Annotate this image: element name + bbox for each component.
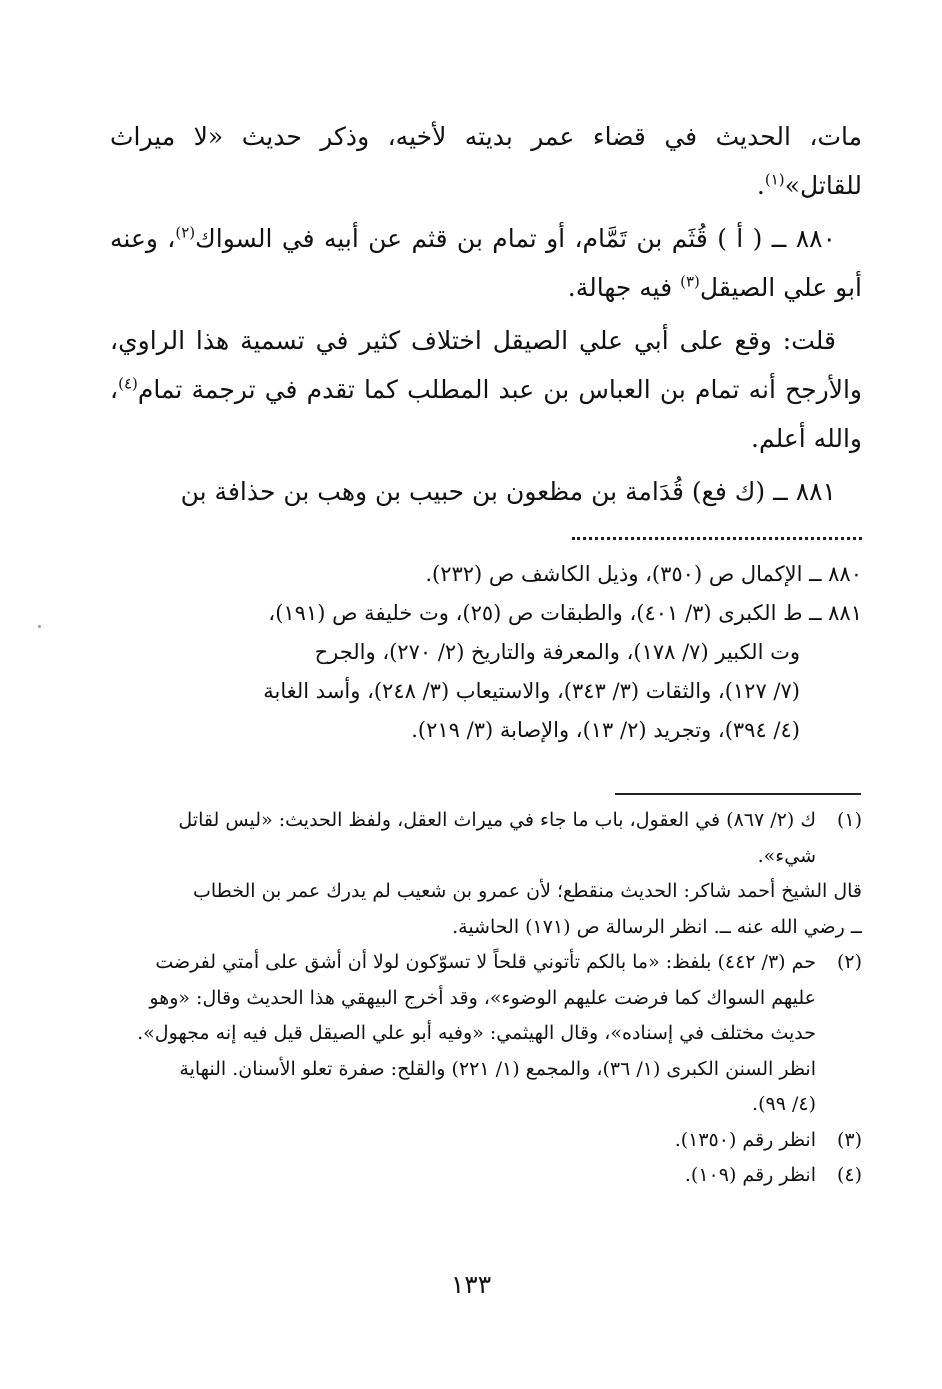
footnote-text: حديث مختلف في إسناده»، وقال الهيثمي: «وفيه أبو علي الصيقل قيل فيه إنه مجهول». <box>137 1022 816 1044</box>
footnote-text: انظر رقم (١٠٩). <box>684 1164 816 1186</box>
footnote-number: (١) <box>836 809 862 831</box>
text-punct: . <box>756 171 765 200</box>
footnote-text: عليهم السواك كما فرضت عليهم الوضوء»، وقد أخرج البيهقي هذا الحديث وقال: «وهو <box>149 986 816 1009</box>
footnote-text: ــ رضي الله عنه ــ. انظر الرسالة ص (١٧١) الحاشية. <box>452 915 862 938</box>
source-text: وت الكبير (٧/ ١٧٨)، والمعرفة والتاريخ (٢/ ٢٧٠)، والجرح <box>314 640 800 664</box>
footnote-4 <box>110 1158 862 1194</box>
footnote-text: شيء». <box>757 844 816 867</box>
footnote-ref[interactable]: (١) <box>764 170 785 189</box>
entry-881 <box>110 467 862 516</box>
scan-speck <box>38 625 41 628</box>
source-881 <box>110 594 862 750</box>
footnote-text: ك (٢/ ٨٦٧) في العقول، باب ما جاء في ميراث العقل، ولفظ الحديث: «ليس لقاتل <box>178 809 816 831</box>
footnote-ref[interactable]: (٤) <box>118 374 138 393</box>
entry-880 <box>110 214 862 312</box>
footnote-text: انظر رقم (١٣٥٠). <box>674 1128 816 1151</box>
entry-text: فيه جهالة. <box>567 273 681 302</box>
footnote-text: انظر السنن الكبرى (١/ ٣٦)، والمجمع (١/ ٢٢١) والقلح: صفرة تعلو الأسنان. النهاية <box>179 1057 816 1080</box>
text-line: للقاتل» <box>784 171 862 200</box>
footnote-number: (٣) <box>836 1128 862 1151</box>
commentary-paragraph <box>110 316 862 463</box>
entry-text: ، وعنه أبو علي الصيقل <box>110 224 862 302</box>
sources-list <box>110 555 862 750</box>
commentary-text: قلت: وقع على أبي علي الصيقل اختلاف كثير في تسمية هذا الراوي، والأرجح أنه تمام بن العباس بن عبد المطلب كما تقدم في ترجمة تمام <box>110 326 862 404</box>
source-text: (٧/ ١٢٧)، والثقات (٣/ ٣٤٣)، والاستيعاب (٣/ ٢٤٨)، وأسد الغابة <box>263 679 800 703</box>
source-text: ٨٨٠ ــ الإكمال ص (٣٥٠)، وذيل الكاشف ص (٢٣٢). <box>425 562 862 586</box>
footnote-1 <box>110 803 862 874</box>
source-880 <box>110 555 862 594</box>
source-text: ٨٨١ ــ ط الكبرى (٣/ ٤٠١)، والطبقات ص (٢٥)، وت خليفة ص (١٩١)، <box>268 601 862 625</box>
footnote-number: (٢) <box>836 951 862 973</box>
footnote-3 <box>110 1123 862 1159</box>
text-line: مات، الحديث في قضاء عمر بديته لأخيه، وذكر حديث «لا ميراث <box>110 122 862 151</box>
footnote-ref[interactable]: (٢) <box>175 223 196 242</box>
footnote-text: (٤/ ٩٩). <box>752 1093 816 1115</box>
footnote-text: حم (٣/ ٤٤٢) بلفظ: «ما بالكم تأتوني قلحاً لا تسوّكون لولا أن أشق على أمتي لفرضت <box>155 951 816 973</box>
entry-text: ٨٨٠ ــ ( أ ) قُثَم بن تَمَّام، أو تمام بن قثم عن أبيه في السواك <box>195 224 836 253</box>
source-text: (٤/ ٣٩٤)، وتجريد (٢/ ١٣)، والإصابة (٣/ ٢١٩). <box>411 718 800 742</box>
footnote-text: قال الشيخ أحمد شاكر: الحديث منقطع؛ لأن عمرو بن شعيب لم يدرك عمر بن الخطاب <box>192 880 862 902</box>
commentary-text: ، والله أعلم. <box>110 375 862 453</box>
dotted-separator <box>572 537 862 540</box>
footnote-ref[interactable]: (٣) <box>680 272 700 291</box>
footnote-1-comment <box>110 874 862 945</box>
footnote-2 <box>110 945 862 1123</box>
paragraph-continuation <box>110 112 862 210</box>
main-text <box>110 112 862 520</box>
entry-text: ٨٨١ ــ (ك فع) قُدَامة بن مظعون بن حبيب بن وهب بن حذافة بن <box>180 477 836 506</box>
footnotes <box>110 803 862 1194</box>
page-number: ١٣٣ <box>450 1270 492 1299</box>
footnote-number: (٤) <box>836 1164 862 1186</box>
footnote-rule <box>615 793 861 795</box>
